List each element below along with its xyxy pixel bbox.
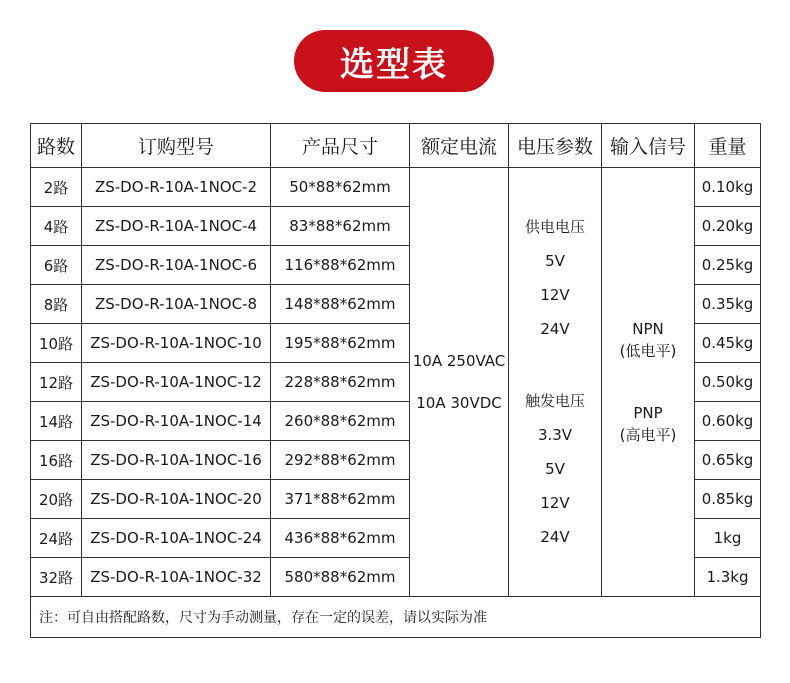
cell-weight: 1.3kg [695,558,761,597]
trigger-voltage-value: 12V [540,494,570,512]
signal-pnp: PNP [633,404,663,422]
page-title: 选型表 [340,44,448,85]
cell-model: ZS-DO-R-10A-1NOC-12 [82,363,271,402]
rated-current-ac: 10A 250VAC [412,352,506,370]
trigger-voltage-label: 触发电压 [524,392,585,410]
cell-size: 371*88*62mm [271,480,410,519]
header-channels: 路数 [31,124,82,168]
trigger-voltage-value: 5V [545,460,565,478]
supply-voltage-label: 供电电压 [524,218,585,236]
signal-pnp-note: (高电平) [619,426,677,444]
cell-size: 195*88*62mm [271,324,410,363]
header-size: 产品尺寸 [271,124,410,168]
cell-weight: 0.45kg [695,324,761,363]
cell-size: 148*88*62mm [271,285,410,324]
rated-current-list [410,340,508,424]
cell-weight: 0.35kg [695,285,761,324]
signal-npn: NPN [632,320,664,338]
cell-size: 50*88*62mm [271,168,410,207]
cell-size: 436*88*62mm [271,519,410,558]
cell-channels: 20路 [31,480,82,519]
cell-size: 292*88*62mm [271,441,410,480]
cell-weight: 0.10kg [695,168,761,207]
cell-channels: 16路 [31,441,82,480]
trigger-voltage-value: 3.3V [537,426,573,444]
cell-model: ZS-DO-R-10A-1NOC-10 [82,324,271,363]
cell-channels: 14路 [31,402,82,441]
cell-size: 228*88*62mm [271,363,410,402]
cell-model: ZS-DO-R-10A-1NOC-20 [82,480,271,519]
header-weight: 重量 [695,124,761,168]
cell-model: ZS-DO-R-10A-1NOC-32 [82,558,271,597]
cell-size: 260*88*62mm [271,402,410,441]
cell-input-signal [602,168,695,597]
cell-size: 580*88*62mm [271,558,410,597]
cell-weight: 0.85kg [695,480,761,519]
cell-size: 83*88*62mm [271,207,410,246]
selection-table [30,123,761,638]
cell-weight: 0.20kg [695,207,761,246]
supply-voltage-value: 24V [540,320,570,338]
header-row [31,124,761,168]
rated-current-dc: 10A 30VDC [416,394,502,412]
cell-model: ZS-DO-R-10A-1NOC-4 [82,207,271,246]
cell-channels: 12路 [31,363,82,402]
cell-model: ZS-DO-R-10A-1NOC-2 [82,168,271,207]
header-input-signal: 输入信号 [602,124,695,168]
cell-channels: 2路 [31,168,82,207]
cell-channels: 8路 [31,285,82,324]
supply-voltage-value: 5V [545,252,565,270]
cell-model: ZS-DO-R-10A-1NOC-24 [82,519,271,558]
cell-channels: 32路 [31,558,82,597]
table-row [31,168,761,207]
cell-model: ZS-DO-R-10A-1NOC-14 [82,402,271,441]
cell-weight: 0.25kg [695,246,761,285]
cell-rated-current [410,168,509,597]
cell-channels: 4路 [31,207,82,246]
input-signal-list [602,318,694,446]
cell-model: ZS-DO-R-10A-1NOC-16 [82,441,271,480]
cell-voltage [509,168,602,597]
cell-weight: 1kg [695,519,761,558]
signal-npn-note: (低电平) [619,342,677,360]
cell-weight: 0.60kg [695,402,761,441]
cell-size: 116*88*62mm [271,246,410,285]
header-voltage: 电压参数 [509,124,602,168]
trigger-voltage-value: 24V [540,528,570,546]
header-rated-current: 额定电流 [410,124,509,168]
footnote: 注：可自由搭配路数，尺寸为手动测量，存在一定的误差，请以实际为准 [31,597,761,638]
cell-weight: 0.65kg [695,441,761,480]
note-row [31,597,761,638]
cell-channels: 6路 [31,246,82,285]
header-model: 订购型号 [82,124,271,168]
cell-weight: 0.50kg [695,363,761,402]
cell-model: ZS-DO-R-10A-1NOC-8 [82,285,271,324]
cell-channels: 24路 [31,519,82,558]
cell-model: ZS-DO-R-10A-1NOC-6 [82,246,271,285]
voltage-list [509,210,601,554]
supply-voltage-value: 12V [540,286,570,304]
cell-channels: 10路 [31,324,82,363]
title-badge [294,30,494,92]
